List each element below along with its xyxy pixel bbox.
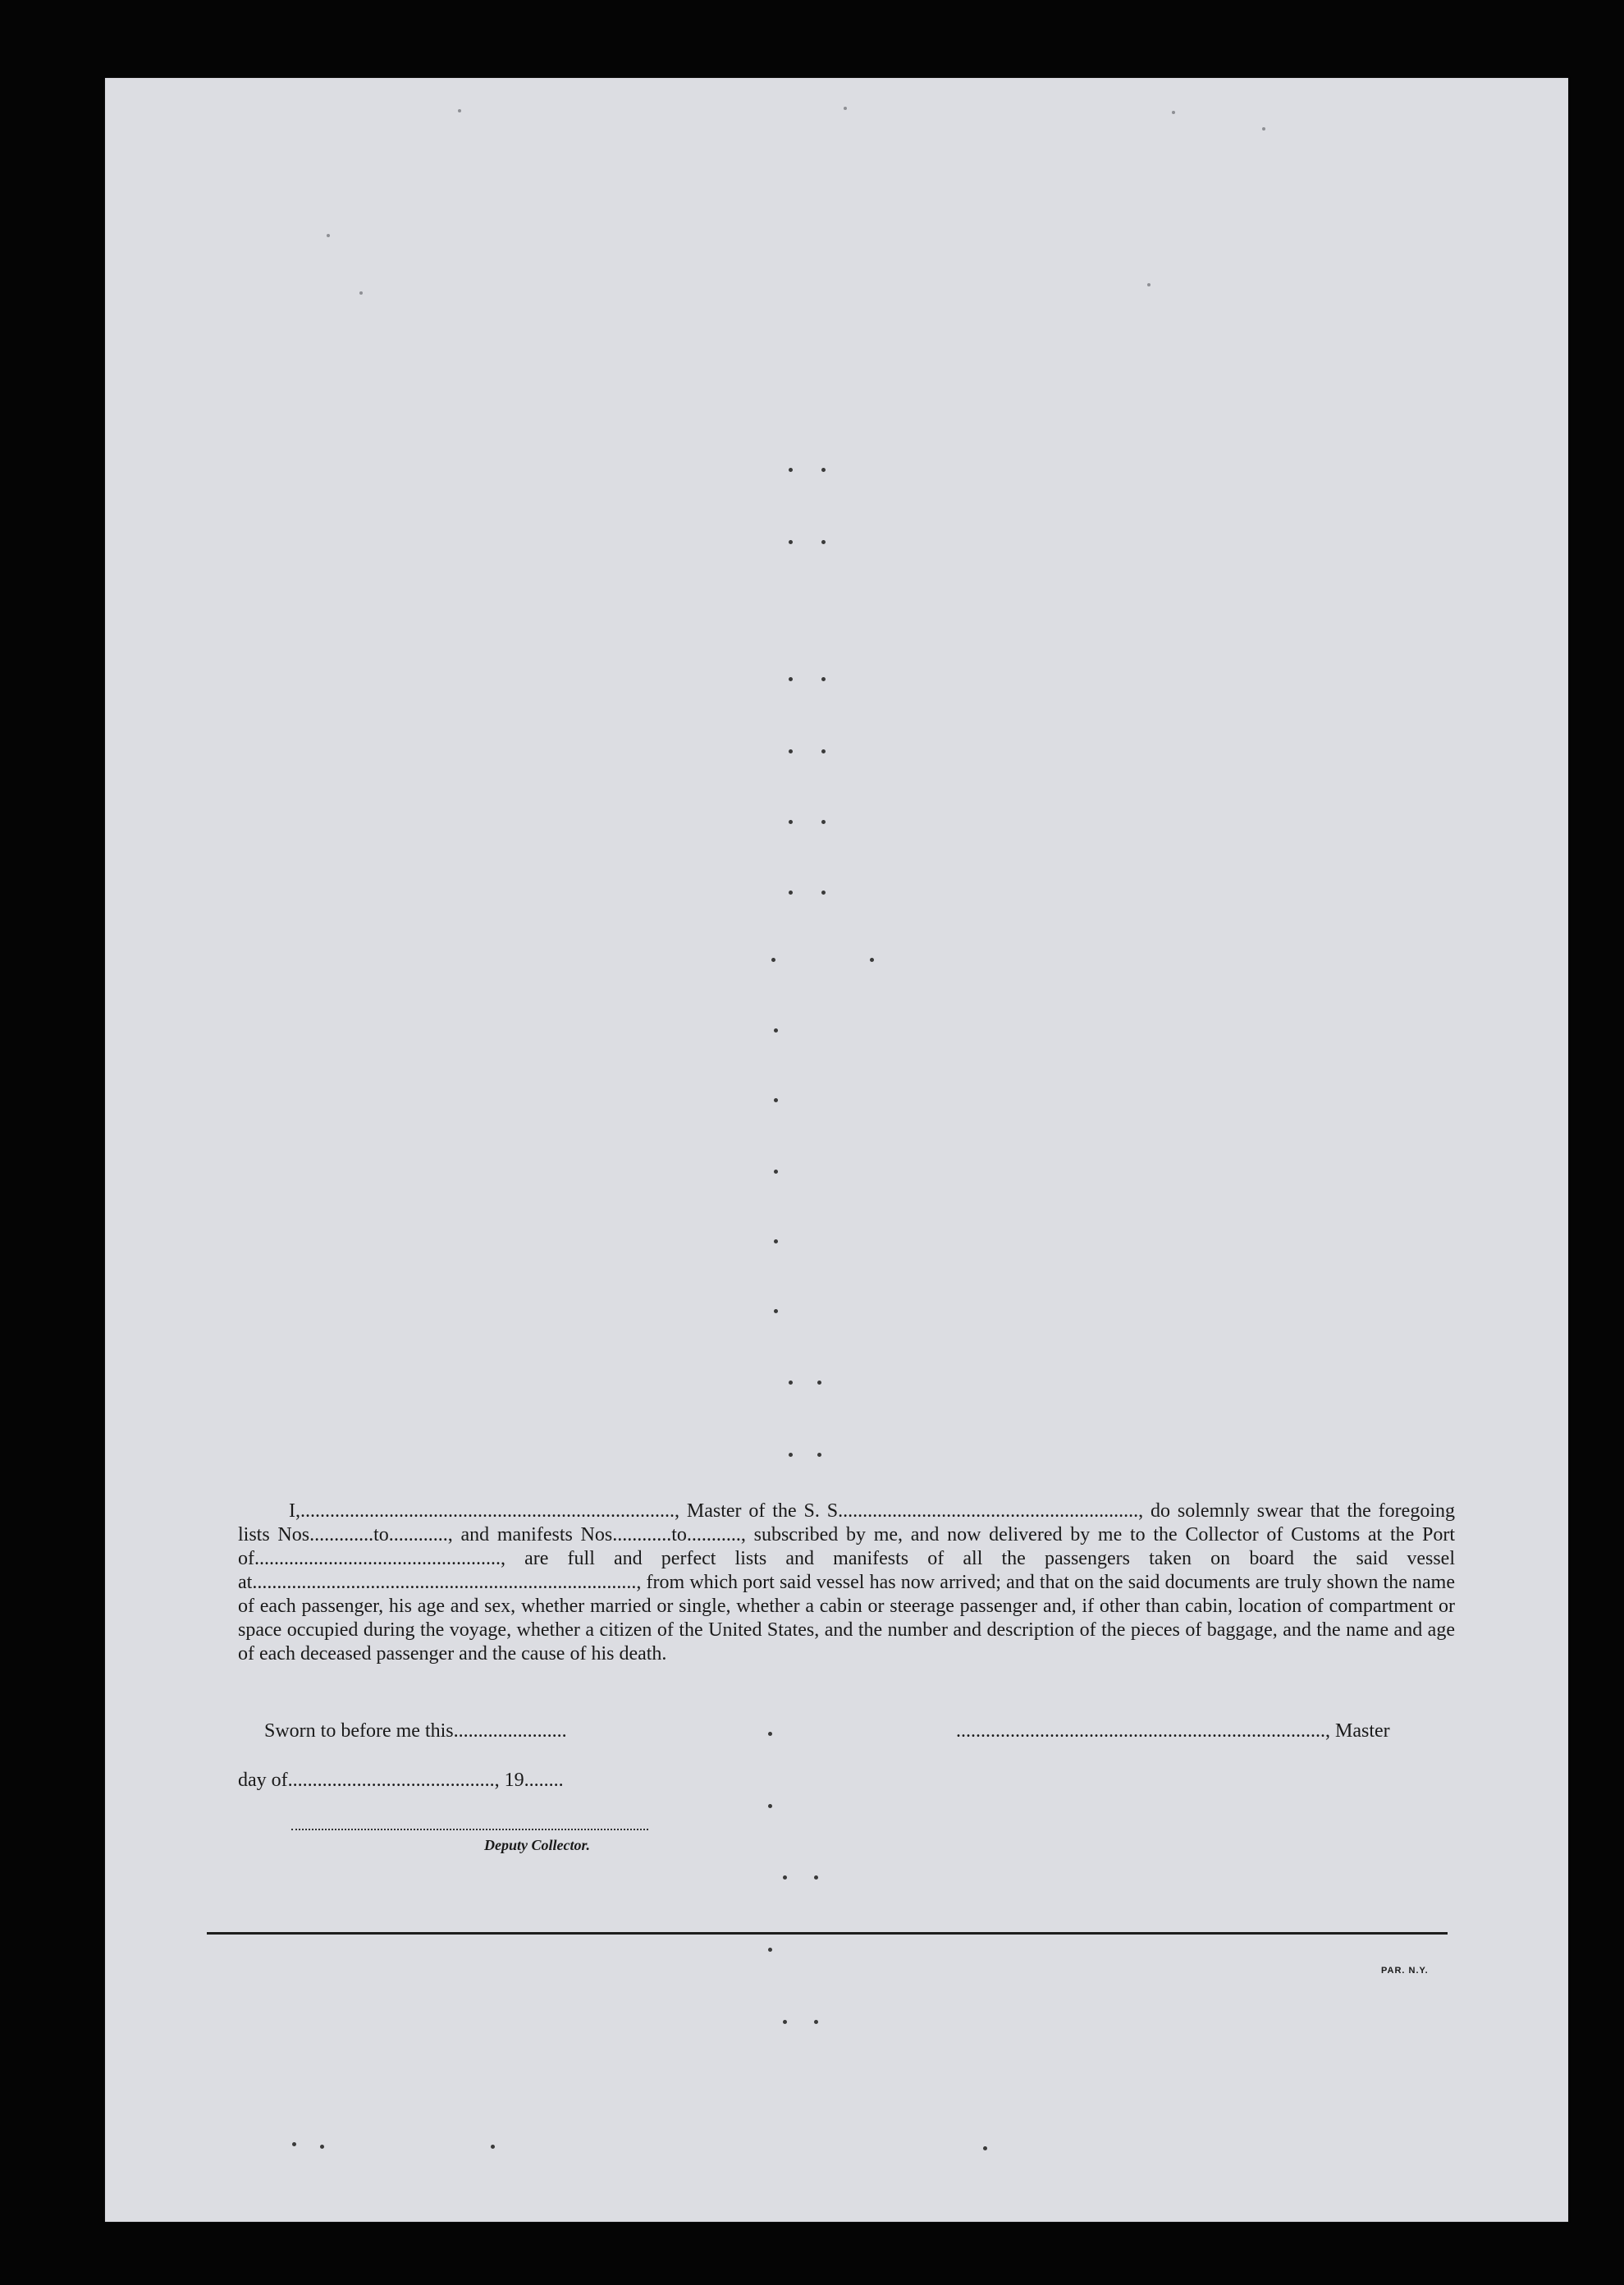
- print-speck: [870, 958, 874, 962]
- print-speck: [844, 107, 847, 110]
- print-speck: [789, 468, 793, 472]
- print-speck: [983, 2146, 987, 2150]
- deputy-signature-line: [291, 1829, 648, 1830]
- print-speck: [774, 1028, 778, 1033]
- print-speck: [821, 677, 826, 681]
- print-speck: [789, 1453, 793, 1457]
- print-speck: [817, 1453, 821, 1457]
- print-speck: [320, 2145, 324, 2149]
- print-speck: [821, 891, 826, 895]
- print-speck: [768, 1804, 772, 1808]
- print-speck: [1147, 283, 1151, 286]
- print-speck: [292, 2142, 296, 2146]
- oath-text: I,............................................................................, Master of the S. S............................................................., do solemnly swear that the foregoing lists Nos.............to............, and manifests Nos............to..........., subscribed by me, and now delivered by me to the Collector of Customs at the Port of.................................................., are full and perfect lists and manifests of all the passengers taken on board the said vessel at.............................................................................., from which port said vessel has now arrived; and that on the said documents are truly shown the name of each passenger, his age and sex, whether married or single, whether a cabin or steerage passenger and, if other than cabin, location of compartment or space occupied during the voyage, whether a citizen of the United States, and the number and description of the pieces of baggage, and the name and age of each deceased passenger and the cause of his death.: [238, 1500, 1455, 1665]
- print-speck: [814, 2020, 818, 2024]
- print-speck: [814, 1875, 818, 1880]
- print-speck: [1262, 127, 1265, 131]
- master-signature-line: ..........................................................................., Master: [956, 1720, 1390, 1742]
- print-speck: [783, 2020, 787, 2024]
- print-speck: [774, 1309, 778, 1313]
- print-speck: [774, 1239, 778, 1243]
- print-speck: [774, 1098, 778, 1102]
- master-oath-paragraph: [238, 1500, 1455, 1666]
- print-speck: [789, 677, 793, 681]
- print-speck: [771, 958, 775, 962]
- print-speck: [789, 1381, 793, 1385]
- print-speck: [789, 540, 793, 544]
- document-page: [105, 78, 1568, 2222]
- print-speck: [1172, 111, 1175, 114]
- horizontal-rule: [207, 1932, 1448, 1935]
- print-speck: [789, 891, 793, 895]
- print-speck: [821, 468, 826, 472]
- print-speck: [821, 540, 826, 544]
- print-speck: [458, 109, 461, 112]
- print-speck: [491, 2145, 495, 2149]
- print-speck: [774, 1170, 778, 1174]
- sworn-line: Sworn to before me this.......................: [264, 1720, 567, 1742]
- print-speck: [821, 820, 826, 824]
- print-speck: [327, 234, 330, 237]
- print-speck: [789, 820, 793, 824]
- printer-mark: PAR. N.Y.: [1381, 1966, 1429, 1976]
- print-speck: [359, 291, 363, 295]
- print-speck: [768, 1732, 772, 1736]
- print-speck: [783, 1875, 787, 1880]
- day-line: day of.........................................., 19........: [238, 1770, 564, 1791]
- print-speck: [817, 1381, 821, 1385]
- print-speck: [768, 1948, 772, 1952]
- deputy-collector-label: Deputy Collector.: [484, 1837, 590, 1853]
- print-speck: [821, 749, 826, 753]
- print-speck: [789, 749, 793, 753]
